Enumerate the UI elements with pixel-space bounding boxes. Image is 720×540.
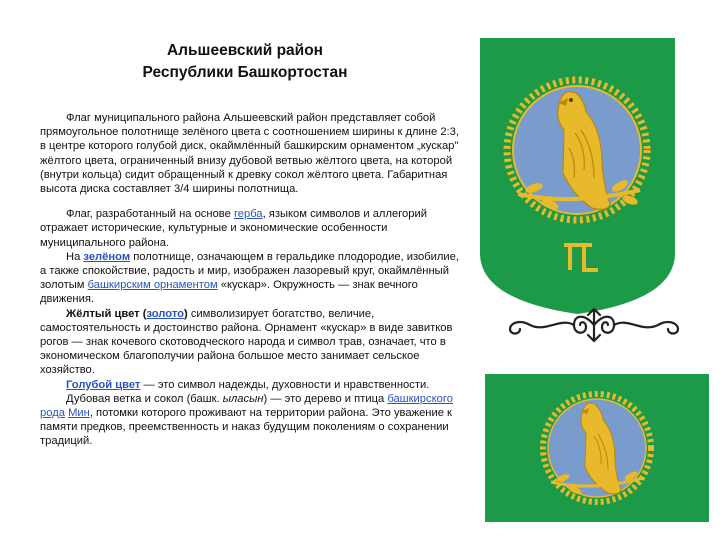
paragraph-3-mid: полотнище, означающем в геральдике плодородие, изобилие, а также спокойствие, радость и мир, изображен лазоревый круг, окаймлённый золотым [40,250,459,292]
link-min[interactable]: Мин [68,407,90,420]
paragraph-6-pre: Дубовая ветка и сокол (башк. [66,392,223,405]
paragraph-6-post: , потомки которого проживают на территории района. Это уважение к памяти предков, преемственность и наказ будущим поколениям о сохранении традиций. [40,407,452,448]
link-green[interactable]: зелёном [83,250,131,263]
paragraph-4-pre: Жёлтый цвет ( [66,307,147,320]
ornament-divider-icon [500,305,688,345]
paragraph-6-mid: ) — это дерево и птица [263,392,388,405]
flag-icon [485,374,709,522]
paragraph-2-pre: Флаг, разработанный на основе [66,208,234,221]
title-line-1: Альшеевский район [166,42,324,59]
link-gold[interactable]: золото [146,307,184,320]
link-bashkir-clan[interactable]: башкирского рода [40,392,453,420]
paragraph-3-pre: На [66,250,84,263]
paragraph-flag-description [40,111,460,196]
link-gerb[interactable]: герба [233,208,263,221]
paragraph-blue [40,378,460,392]
paragraph-oak-falcon [40,392,460,449]
paragraph-symbolism [40,207,460,250]
paragraph-1-text: Флаг муниципального района Альшеевский район представляет собой прямоугольное полотнище зелёного цвета с соотношением ширины к длине 2:3, в центре которого голубой диск, окаймлённый башкирским орнаментом „кускар" жёлтого цвета, ограниченный внизу дубовой ветвью жёлтого цвета, на которой (внутри кольца) сидит обращенный к древку сокол жёлтого цвета. Габаритная высота диска составляет 3/4 ширины полотнища. [40,112,459,196]
title-line-2: Республики Башкортостан [142,64,348,81]
paragraph-2-post: , языком символов и аллегорий отражает исторические, культурные и экономические особенности муниципального района. [40,208,427,249]
paragraph-4-post: символизирует богатство, величие, самостоятельность и достоинство района. Орнамент «кускар» в виде завитков рогов — знак кочевого скотоводческого народа и символ трав, означает, что в экономическом благополучии района большое место занимает сельское хозяйство. [40,307,453,377]
coat-of-arms-icon [480,38,675,314]
page-title [40,40,450,84]
paragraph-3-post: «кускар». Окружность — знак вечного движения. [40,279,418,306]
paragraph-yellow [40,307,460,378]
link-blue[interactable]: Голубой цвет [66,378,141,391]
paragraph-6-italic: ыласын [222,392,264,405]
link-bashkir-ornament[interactable]: башкирским орнаментом [87,279,218,292]
paragraph-5-post: — это символ надежды, духовности и нравственности. [140,378,430,391]
description-text [40,111,460,449]
paragraph-green [40,250,460,307]
paragraph-4-mid: ) [184,307,188,320]
